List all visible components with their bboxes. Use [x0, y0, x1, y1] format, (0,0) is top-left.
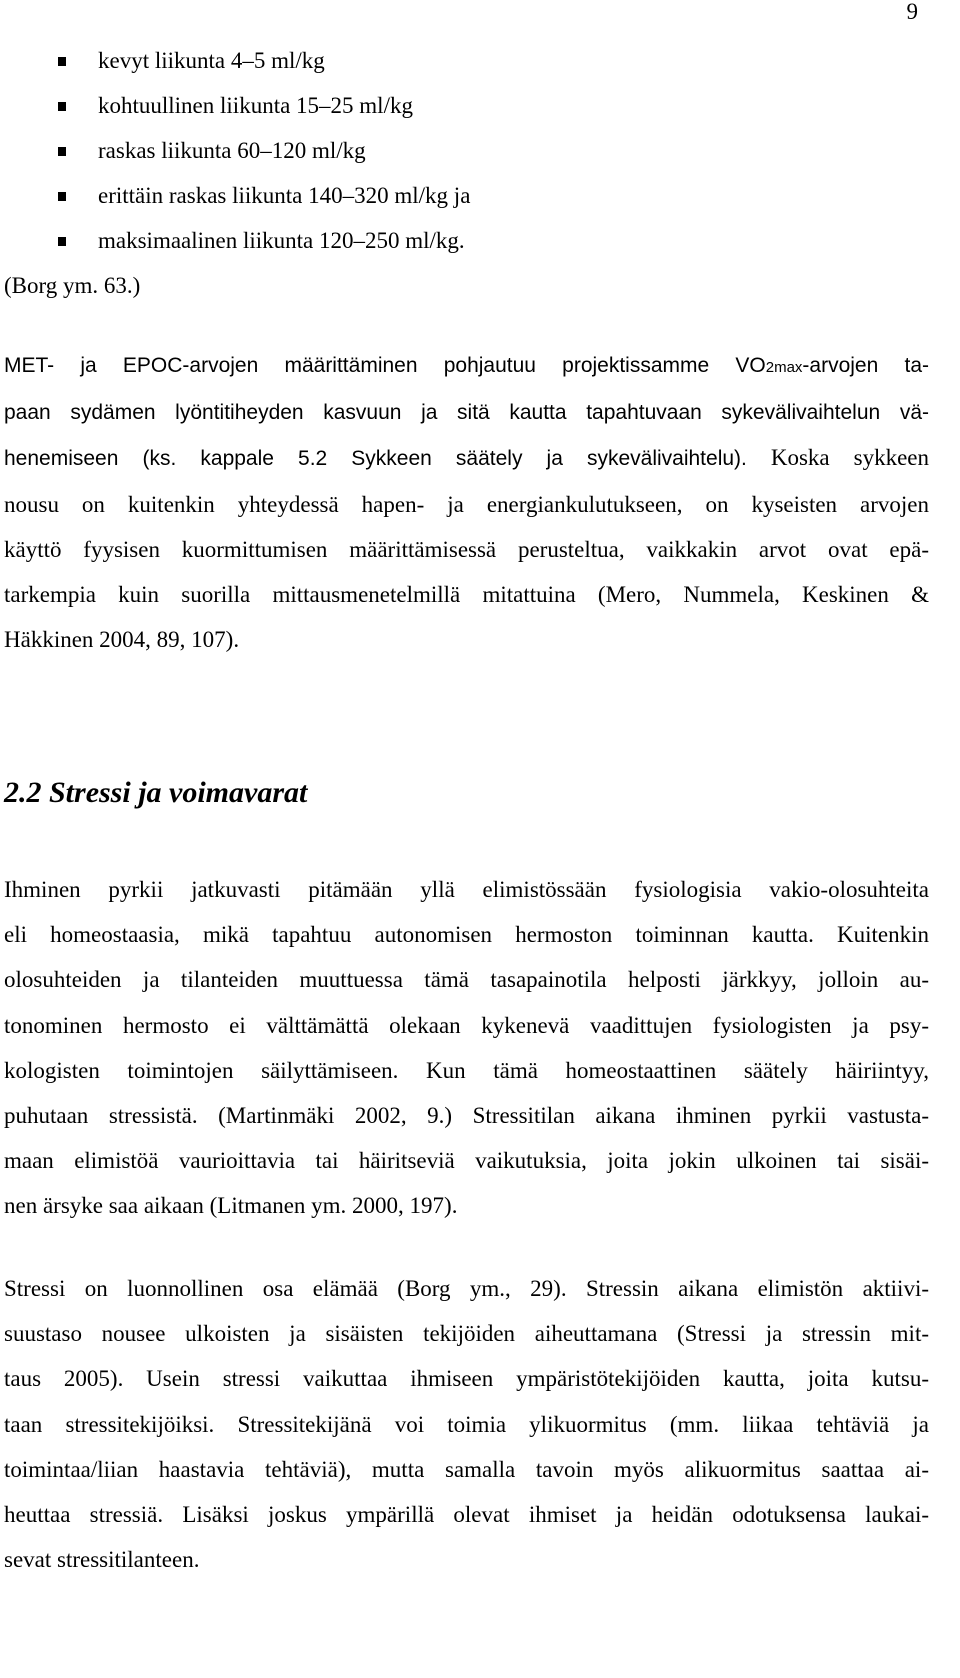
paragraph-line: taan stressitekijöiksi. Stressitekijänä voi toimia ylikuormitus (mm. liikaa tehtäviä ja	[4, 1411, 929, 1437]
paragraph-line: tonominen hermosto ei välttämättä olekaan kykenevä vaadittujen fysiologisten ja psy-	[4, 1012, 929, 1038]
paragraph-line: kologisten toimintojen säilyttämiseen. Kun tämä homeostaattinen säätely häiriintyy,	[4, 1057, 929, 1083]
square-bullet-icon	[58, 102, 66, 111]
list-item	[58, 38, 470, 83]
paragraph-line: käyttö fyysisen kuormittumisen määrittämisessä perusteltua, vaikkakin arvot ovat epä-	[4, 536, 929, 562]
square-bullet-icon	[58, 147, 66, 156]
paragraph-line: nen ärsyke saa aikaan (Litmanen ym. 2000, 197).	[4, 1193, 458, 1219]
paragraph-line: olosuhteiden ja tilanteiden muuttuessa tämä tasapainotila helposti järkkyy, jolloin au-	[4, 967, 929, 993]
list-item-text: erittäin raskas liikunta 140–320 ml/kg ja	[98, 183, 471, 208]
paragraph-line: taus 2005). Usein stressi vaikuttaa ihmiseen ympäristötekijöiden kautta, joita kutsu-	[4, 1366, 929, 1392]
list-item	[58, 128, 470, 173]
list-citation: (Borg ym. 63.)	[4, 273, 141, 298]
paragraph-line: MET- ja EPOC-arvojen määrittäminen pohjautuu projektissamme VO2max-arvojen ta-	[4, 354, 929, 377]
list-item	[58, 218, 470, 263]
paragraph-line: tarkempia kuin suorilla mittausmenetelmillä mitattuina (Mero, Nummela, Keskinen &	[4, 582, 929, 608]
paragraph-line: sevat stressitilanteen.	[4, 1547, 200, 1573]
list-item-text: maksimaalinen liikunta 120–250 ml/kg.	[98, 228, 465, 253]
section-heading: 2.2 Stressi ja voimavarat	[4, 776, 308, 809]
list-item-text: kevyt liikunta 4–5 ml/kg	[98, 48, 325, 73]
paragraph-line: nousu on kuitenkin yhteydessä hapen- ja energiankulutukseen, on kyseisten arvojen	[4, 491, 929, 517]
bullet-list	[58, 38, 470, 263]
paragraph-line: Ihminen pyrkii jatkuvasti pitämään yllä elimistössään fysiologisia vakio-olosuhteita	[4, 877, 929, 902]
paragraph-line: paan sydämen lyöntitiheyden kasvuun ja sitä kautta tapahtuvaan sykevälivaihtelun vä-	[4, 401, 929, 425]
subscript-2max: 2max	[765, 359, 803, 376]
page-number: 9	[906, 0, 918, 24]
list-item-text: kohtuullinen liikunta 15–25 ml/kg	[98, 93, 413, 118]
list-item-text: raskas liikunta 60–120 ml/kg	[98, 138, 366, 163]
paragraph-stress-homeostasis	[4, 867, 929, 1229]
paragraph-line: henemiseen (ks. kappale 5.2 Sykkeen säätely ja sykevälivaihtelu). Koska sykkeen	[4, 445, 929, 471]
paragraph-line: maan elimistöä vaurioittavia tai häiritseviä vaikutuksia, joita jokin ulkoinen tai sisäi-	[4, 1148, 929, 1174]
paragraph-line: eli homeostaasia, mikä tapahtuu autonomisen hermoston toiminnan kautta. Kuitenkin	[4, 922, 929, 948]
square-bullet-icon	[58, 57, 66, 66]
paragraph-line: puhutaan stressistä. (Martinmäki 2002, 9.) Stressitilan aikana ihminen pyrkii vastusta-	[4, 1103, 929, 1129]
paragraph-met-epoc	[4, 342, 929, 662]
paragraph-line: Stressi on luonnollinen osa elämää (Borg ym., 29). Stressin aikana elimistön aktiivi-	[4, 1276, 929, 1301]
paragraph-line: Häkkinen 2004, 89, 107).	[4, 627, 240, 653]
square-bullet-icon	[58, 192, 66, 201]
paragraph-line: suustaso nousee ulkoisten ja sisäisten tekijöiden aiheuttamana (Stressi ja stressin mit-	[4, 1321, 929, 1347]
square-bullet-icon	[58, 237, 66, 246]
paragraph-stress-natural	[4, 1266, 929, 1582]
paragraph-line: heuttaa stressiä. Lisäksi joskus ympärillä olevat ihmiset ja heidän odotuksensa laukai-	[4, 1502, 929, 1528]
list-item	[58, 83, 470, 128]
list-item	[58, 173, 470, 218]
paragraph-line: toimintaa/liian haastavia tehtäviä), mutta samalla tavoin myös alikuormitus saattaa ai-	[4, 1456, 929, 1482]
